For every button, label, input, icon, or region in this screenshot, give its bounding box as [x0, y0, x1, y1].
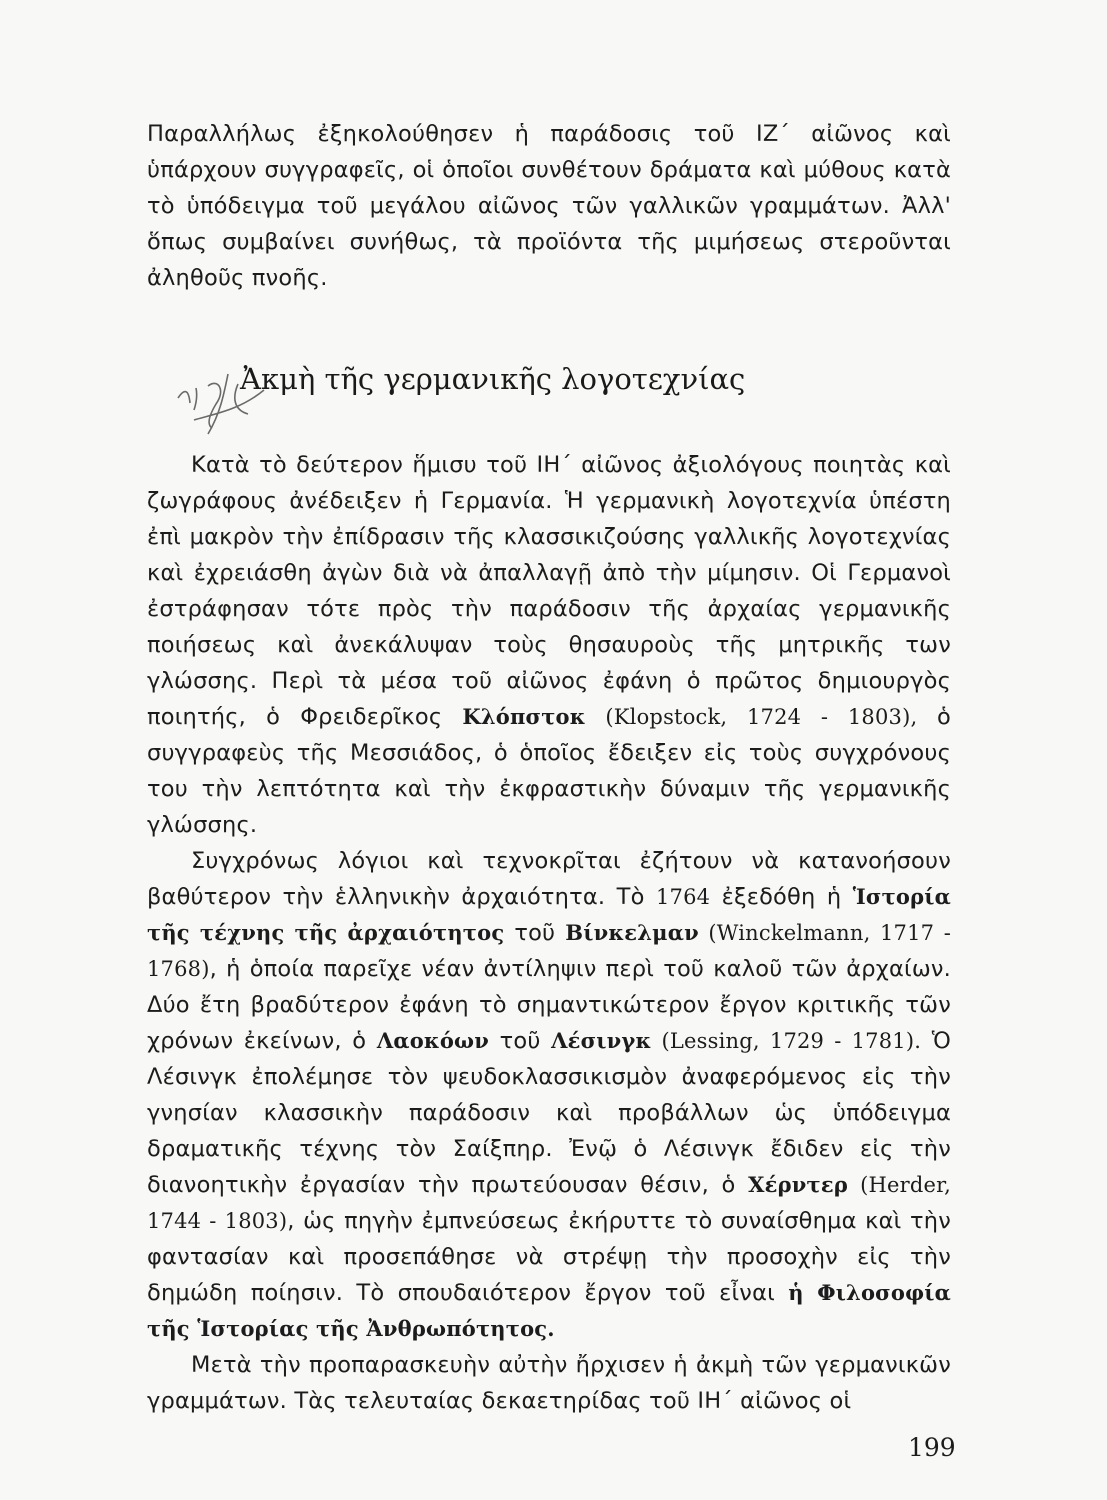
p1-latin-klopstock: (Klopstock, 1724 - 1803), [585, 705, 938, 729]
p2-text-a7: , ὡς πηγὴν ἐμπνεύσεως ἐκήρυττε τὸ συναίσθημα καὶ τὴν φαντασίαν καὶ προσεπάθησε νὰ στρέψῃ τὴν προσοχὴν εἰς τὴν δημώδη ποίησιν. Τὸ σπουδαιότερον ἔργον τοῦ εἶναι [147, 1208, 951, 1306]
p2-text-a2: ἐξεδόθη ἡ [710, 884, 853, 910]
p2-bold-philosophy: ἡ Φιλοσοφία τῆς Ἱστορίας τῆς Ἀνθρωπότητος. [147, 1280, 951, 1341]
p2-bold-winckelmann: Βίνκελμαν [565, 920, 699, 945]
p2-text-a4: , ἡ ὁποία παρεῖχε νέαν ἀντίληψιν περὶ τοῦ καλοῦ τῶν ἀρχαίων. Δύο ἔτη βραδύτερον ἐφάνη τὸ σημαντικώτερον ἔργον κριτικῆς τῶν χρόνων ἐκείνων, ὁ [147, 956, 951, 1054]
p2-year: 1764 [655, 885, 711, 909]
p2-text-a: Συγχρόνως λόγιοι καὶ τεχνοκρῖται ἐζήτουν νὰ κατανοήσουν βαθύτερον τὴν ἑλληνικὴν ἀρχαιότητα. Τὸ [147, 848, 951, 910]
section-heading: Ἀκμὴ τῆς γερμανικῆς λογοτεχνίας [240, 362, 746, 396]
intro-text: Παραλλήλως ἐξηκολούθησεν ἡ παράδοσις τοῦ ΙΖ΄ αἰῶνος καὶ ὑπάρχουν συγγραφεῖς, οἱ ὁποῖοι συνθέτουν δράματα καὶ μύθους κατὰ τὸ ὑπόδειγμα τοῦ μεγάλου αἰῶνος τῶν γαλλικῶν γραμμάτων. Ἀλλ' ὅπως συμβαίνει συνήθως, τὰ προϊόντα τῆς μιμήσεως στεροῦνται ἀληθοῦς πνοῆς. [147, 121, 951, 291]
p2-latin-lessing: (Lessing, 1729 - 1781). [651, 1029, 922, 1053]
page-number: 199 [908, 1433, 956, 1462]
p1-text-a: Κατὰ τὸ δεύτερον ἥμισυ τοῦ ΙΗ΄ αἰῶνος ἀξιολόγους ποιητὰς καὶ ζωγράφους ἀνέδειξεν ἡ Γερμανία. Ἡ γερμανικὴ λογοτεχνία ὑπέστη ἐπὶ μακρὸν τὴν ἐπίδρασιν τῆς κλασσικιζούσης γαλλικῆς λογοτεχνίας καὶ ἐχρειάσθη ἀγὼν διὰ νὰ ἀπαλλαγῇ ἀπὸ τὴν μίμησιν. Οἱ Γερμανοὶ ἐστράφησαν τότε πρὸς τὴν παράδοσιν τῆς ἀρχαίας γερμανικῆς ποιήσεως καὶ ἀνεκάλυψαν τοὺς θησαυροὺς τῆς μητρικῆς των γλώσσης. Περὶ τὰ μέσα τοῦ αἰῶνος ἐφάνη ὁ πρῶτος δημιουργὸς ποιητής, ὁ Φρειδερῖκος [147, 452, 951, 730]
p2-latin-winckelmann: (Winckelmann, 1717 - 1768) [147, 921, 952, 981]
p2-text-a5: τοῦ [489, 1028, 552, 1054]
p2-text-a3: τοῦ [504, 920, 566, 946]
p2-bold-lessing: Λέσινγκ [551, 1028, 652, 1053]
p1-text-c: ὁ συγγραφεὺς τῆς Μεσσιάδος, ὁ ὁποῖος ἔδειξεν εἰς τοὺς συγχρόνους του τὴν λεπτότητα καὶ τὴν ἐκφραστικὴν δύναμιν τῆς γερμανικῆς γλώσσης. [147, 704, 951, 838]
paragraph-1 [147, 447, 951, 843]
p2-text-a6: Ὁ Λέσινγκ ἐπολέμησε τὸν ψευδοκλασσικισμὸν ἀναφερόμενος εἰς τὴν γνησίαν κλασσικὴν παράδοσιν καὶ προβάλλων ὡς ὑπόδειγμα δραματικῆς τέχνης τὸν Σαίξπηρ. Ἐνῷ ὁ Λέσινγκ ἔδιδεν εἰς τὴν διανοητικὴν ἐργασίαν τὴν πρωτεύουσαν θέσιν, ὁ [147, 1028, 951, 1198]
paragraph-3: Μετὰ τὴν προπαρασκευὴν αὐτὴν ἤρχισεν ἡ ἀκμὴ τῶν γερμανικῶν γραμμάτων. Τὰς τελευταίας δεκαετηρίδας τοῦ ΙΗ΄ αἰῶνος οἱ [147, 1352, 951, 1414]
p2-latin-herder: (Herder, 1744 - 1803) [147, 1173, 951, 1233]
intro-paragraph [147, 116, 951, 296]
body-text [147, 447, 951, 1419]
p2-bold-herder: Χέρντερ [748, 1172, 848, 1197]
p2-bold-laocoon: Λαοκόων [376, 1028, 490, 1053]
paragraph-2 [147, 843, 951, 1347]
p1-bold-klopstock: Κλόπστοκ [462, 704, 586, 729]
p2-bold-history-of-art: Ἱστορία τῆς τέχνης τῆς ἀρχαιότητος [147, 884, 951, 945]
